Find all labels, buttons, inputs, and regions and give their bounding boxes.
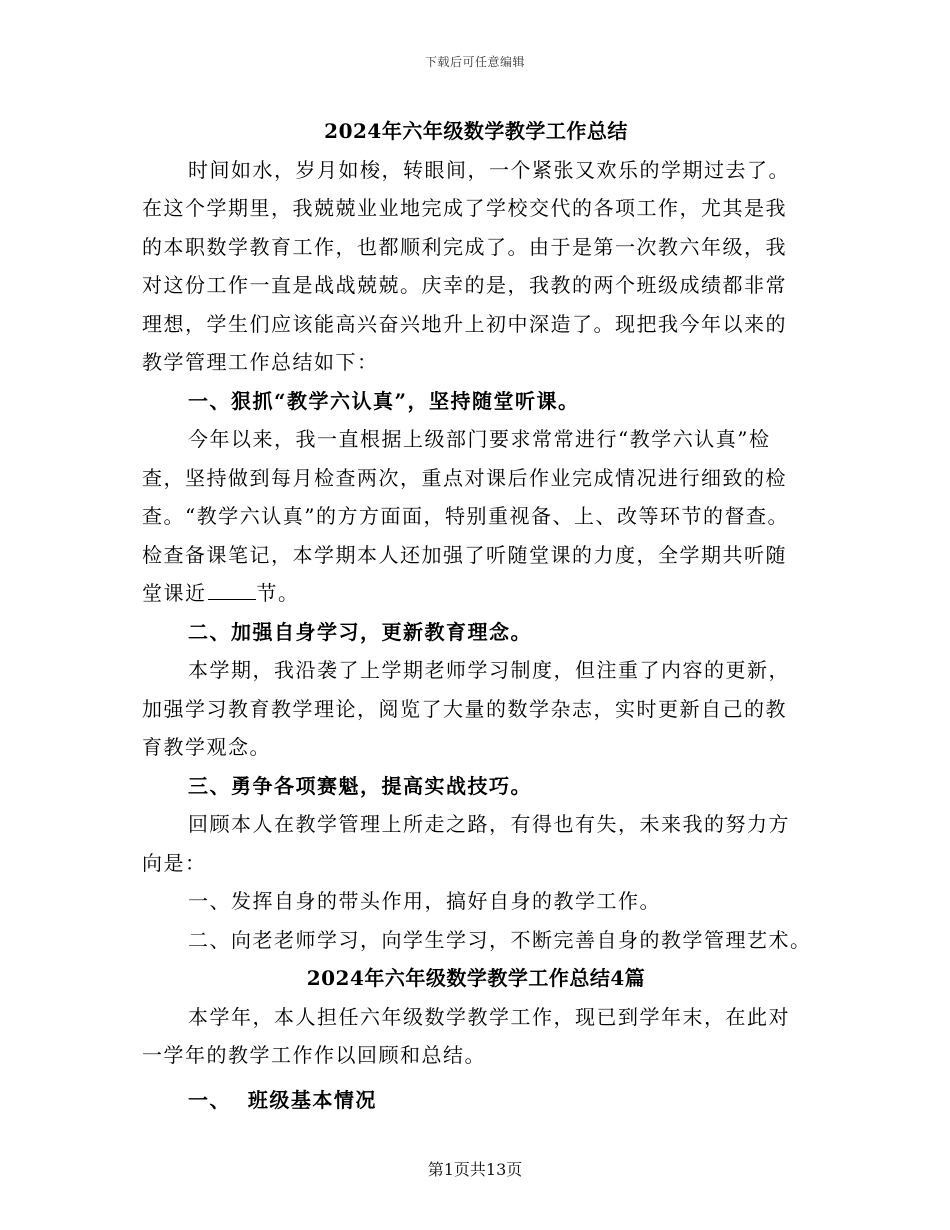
paragraph-line: 向是： (142, 850, 207, 875)
section-heading-1: 一、狠抓“教学六认真”，坚持随堂听课。 (188, 388, 580, 413)
paragraph-line: 育教学观念。 (142, 735, 271, 759)
section-heading-2: 二、加强自身学习，更新教育理念。 (188, 619, 532, 644)
section-heading-3: 三、勇争各项赛魁，提高实战技巧。 (188, 773, 532, 798)
document-title: 2024年六年级数学教学工作总结 (324, 119, 628, 143)
text-fragment: 节。 (256, 581, 300, 605)
subheading: 一、 班级基本情况 (188, 1087, 377, 1112)
paragraph-line: 一学年的教学工作作以回顾和总结。 (142, 1043, 486, 1067)
page-number: 第1页共13页 (427, 1160, 523, 1179)
paragraph-line: 检查备课笔记，本学期本人还加强了听随堂课的力度，全学期共听随 (142, 542, 787, 567)
paragraph-line: 加强学习教育教学理论，阅览了大量的数学杂志，实时更新自己的教 (142, 696, 787, 721)
paragraph-line: 时间如水，岁月如梭，转眼间，一个紧张又欢乐的学期过去了。 (188, 157, 790, 182)
paragraph-line: 理想，学生们应该能高兴奋兴地升上初中深造了。现把我今年以来的 (142, 311, 787, 336)
document-body (142, 112, 810, 1119)
page-header-note: 下载后可任意编辑 (424, 55, 525, 69)
paragraph-line: 在这个学期里，我兢兢业业地完成了学校交代的各项工作，尤其是我 (142, 196, 787, 220)
paragraph-line: 查。“教学六认真”的方方面面，特别重视备、上、改等环节的督查。 (142, 504, 789, 528)
paragraph-line: 教学管理工作总结如下： (142, 350, 379, 374)
paragraph-line: 本学年，本人担任六年级数学教学工作，现已到学年末，在此对 (188, 1004, 790, 1029)
text-fragment: 堂课近 (142, 581, 207, 605)
paragraph-line: 本学期，我沿袭了上学期老师学习制度，但注重了内容的更新， (188, 658, 790, 682)
document-title-2: 2024年六年级数学教学工作总结4篇 (306, 966, 646, 990)
paragraph-line: 回顾本人在教学管理上所走之路，有得也有失，未来我的努力方 (188, 812, 790, 836)
paragraph-line: 今年以来，我一直根据上级部门要求常常进行“教学六认真”检 (188, 427, 771, 451)
fill-in-blank (208, 581, 256, 600)
list-item: 一、发挥自身的带头作用，搞好自身的教学工作。 (188, 889, 661, 913)
paragraph-line: 的本职数学教育工作，也都顺利完成了。由于是第一次教六年级，我 (142, 234, 787, 259)
paragraph-line: 对这份工作一直是战战兢兢。庆幸的是，我教的两个班级成绩都非常 (142, 273, 787, 297)
list-item: 二、向老老师学习，向学生学习，不断完善自身的教学管理艺术。 (188, 927, 812, 952)
paragraph-line (142, 574, 810, 613)
paragraph-line: 查，坚持做到每月检查两次，重点对课后作业完成情况进行细致的检 (142, 465, 787, 490)
